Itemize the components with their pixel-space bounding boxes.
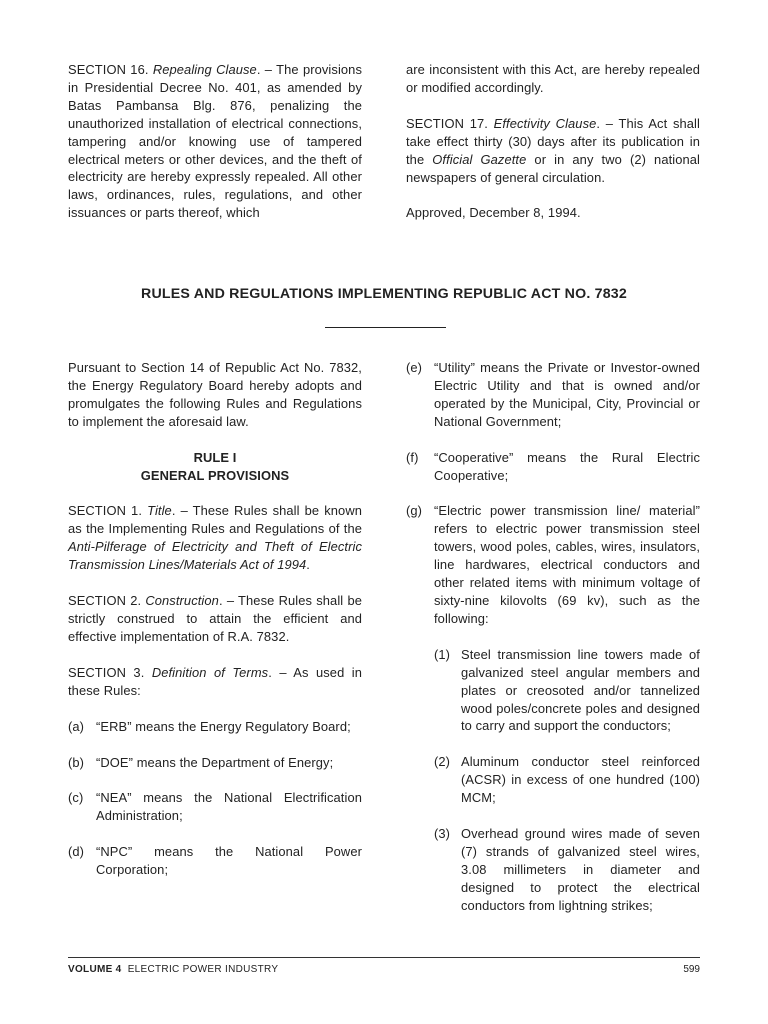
definition-label: (f): [406, 449, 419, 465]
definition-text: “Electric power transmission line/ material” refers to electric power transmission steel towers, wood poles, cables, wires, insulators, line hardwares, electrical conductors and other related items with minimum voltage of sixty-nine kilovolts (69 kv), such as the following:: [434, 503, 700, 626]
page-number: 599: [683, 964, 700, 975]
section-1-end: .: [306, 557, 310, 573]
top-left-column: [68, 61, 362, 222]
intro-paragraph: Pursuant to Section 14 of Republic Act No. 7832, the Energy Regulatory Board hereby adopts and promulgates the following Rules and Regulations to implement the aforesaid law.: [68, 360, 362, 429]
definition-item: [68, 718, 362, 736]
section-16: [68, 61, 362, 222]
definition-label: (g): [406, 503, 423, 519]
definition-label: (a): [68, 718, 85, 734]
footer-volume: VOLUME 4: [68, 964, 122, 975]
definition-label: (c): [68, 790, 84, 806]
definition-item: [406, 449, 700, 485]
definition-label: (d): [68, 844, 85, 860]
definition-item: [68, 789, 362, 825]
definition-text: “NEA” means the National Electrification Administration;: [96, 790, 362, 824]
section-1-lead: SECTION 1.: [68, 503, 148, 519]
section-17-body-end: or in any two (2) national newspapers of general circulation.: [406, 151, 701, 185]
sub-item: [406, 753, 700, 807]
section-2: [68, 592, 362, 646]
rule-name: GENERAL PROVISIONS: [140, 467, 290, 483]
footer-divider: [68, 957, 700, 958]
sub-item-text: Aluminum conductor steel reinforced (ACSR) in excess of one hundred (100) MCM;: [461, 754, 700, 806]
definition-text: “Cooperative” means the Rural Electric Cooperative;: [434, 449, 700, 483]
sub-item: [406, 646, 700, 736]
document-title: RULES AND REGULATIONS IMPLEMENTING REPUBLIC ACT NO. 7832: [141, 286, 627, 302]
right-column: [406, 359, 700, 915]
definition-item: [68, 843, 362, 879]
rule-number: RULE I: [193, 449, 237, 465]
title-divider: [325, 327, 446, 328]
definition-text: “Utility” means the Private or Investor-owned Electric Utility and that is owned and/or operated by the Municipal, City, Provincial or National Government;: [434, 360, 700, 429]
approved-date: Approved, December 8, 1994.: [406, 205, 581, 221]
sub-item-text: Steel transmission line towers made of galvanized steel angular members and plates or creosoted and/or tannelized wood poles/concrete poles and designed to carry and support the conductors;: [461, 646, 700, 734]
section-17: [406, 115, 700, 187]
act-name: Anti-Pilferage of Electricity and Theft of Electric Transmission Lines/Materials Act of 1994: [68, 539, 362, 573]
section-1: [68, 502, 362, 574]
definition-text: “NPC” means the National Power Corporation;: [96, 844, 362, 878]
sub-item-text: Overhead ground wires made of seven (7) strands of galvanized steel wires, 3.08 millimeters in diameter and designed to protect the electrical conductors from lightning strikes;: [461, 826, 700, 913]
footer-section: ELECTRIC POWER INDUSTRY: [127, 964, 279, 975]
section-16-body: . – The provisions in Presidential Decree No. 401, as amended by Batas Pambansa Blg. 876, penalizing the unauthorized installation of electrical connections, tampering and/or knowing use of tampered electrical meters or other devices, and the theft of electricity are hereby expressly repealed. All other laws, ordinances, rules, regulations, and other issuances or parts thereof, which: [68, 62, 362, 221]
section-1-title: Title: [147, 503, 172, 519]
section-2-lead: SECTION 2.: [68, 593, 146, 609]
footer-running-head: [68, 964, 278, 975]
section-2-body: . – These Rules shall be strictly construed to attain the efficient and effective implementation of R.A. 7832.: [68, 593, 362, 644]
sub-item-label: (3): [434, 826, 451, 842]
section-16-title: Repealing Clause: [152, 62, 257, 77]
section-16-continued: are inconsistent with this Act, are hereby repealed or modified accordingly.: [406, 62, 700, 95]
definition-text: “ERB” means the Energy Regulatory Board;: [96, 718, 351, 734]
section-2-title: Construction: [145, 593, 219, 609]
definition-text: “DOE” means the Department of Energy;: [96, 754, 334, 770]
sub-item: [406, 825, 700, 915]
left-column: [68, 359, 362, 879]
section-17-title: Effectivity Clause: [493, 115, 597, 131]
sub-item-label: (2): [434, 754, 451, 770]
section-16-lead: SECTION 16.: [68, 62, 153, 77]
section-1-body: . – These Rules shall be known as the Implementing Rules and Regulations of the: [68, 503, 363, 537]
section-17-lead: SECTION 17.: [406, 115, 494, 131]
definition-item: [68, 754, 362, 772]
definition-item: [406, 502, 700, 627]
section-3-body: . – As used in these Rules:: [68, 664, 362, 698]
section-3-title: Definition of Terms: [151, 664, 269, 680]
section-3: [68, 664, 362, 700]
rule-heading: [68, 449, 362, 485]
sub-item-label: (1): [434, 646, 451, 662]
official-gazette: Official Gazette: [432, 151, 527, 167]
definition-label: (e): [406, 360, 423, 375]
definition-item: [406, 359, 700, 431]
top-right-column: [406, 61, 700, 222]
definition-label: (b): [68, 754, 85, 770]
section-3-lead: SECTION 3.: [68, 664, 152, 680]
section-17-body: . – This Act shall take effect thirty (30) days after its publication in the: [406, 115, 700, 167]
